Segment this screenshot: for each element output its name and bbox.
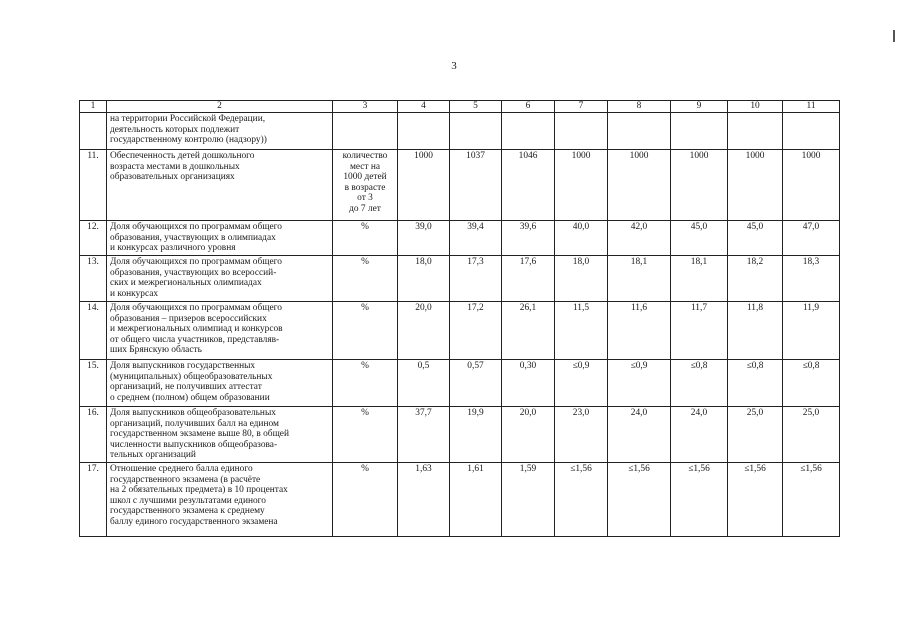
- value-cell: 39,6: [502, 221, 555, 256]
- table-row: [80, 360, 840, 407]
- value-cell: ≤0,9: [555, 360, 608, 407]
- value-cell: 25,0: [728, 407, 783, 463]
- value-cell: [555, 113, 608, 150]
- value-cell: 24,0: [608, 407, 671, 463]
- value-cell: 1000: [728, 150, 783, 221]
- header-col-2: 2: [107, 101, 333, 113]
- indicators-table: [79, 100, 840, 537]
- value-cell: 20,0: [502, 407, 555, 463]
- header-col-3: 3: [333, 101, 398, 113]
- value-cell: 23,0: [555, 407, 608, 463]
- value-cell: 17,2: [450, 302, 502, 360]
- indicator-name-cell: Доля обучающихся по программам общего образования, участвующих в олимпиадах и конкурсах различного уровня: [107, 221, 333, 256]
- scan-edge-mark: [893, 30, 895, 42]
- indicator-name-cell: Доля выпускников государственных (муниципальных) общеобразовательных организаций, не получивших аттестат о среднем (полном) общем образовании: [107, 360, 333, 407]
- value-cell: ≤1,56: [608, 462, 671, 536]
- table-body: [80, 113, 840, 537]
- value-cell: 11,9: [783, 302, 840, 360]
- value-cell: 0,30: [502, 360, 555, 407]
- unit-cell: [333, 113, 398, 150]
- value-cell: 18,0: [398, 256, 450, 302]
- value-cell: 11,7: [671, 302, 728, 360]
- value-cell: 47,0: [783, 221, 840, 256]
- value-cell: 45,0: [728, 221, 783, 256]
- row-number-cell: 17.: [80, 462, 107, 536]
- value-cell: 24,0: [671, 407, 728, 463]
- value-cell: 1000: [783, 150, 840, 221]
- row-number-cell: 15.: [80, 360, 107, 407]
- value-cell: 1,63: [398, 462, 450, 536]
- value-cell: [502, 113, 555, 150]
- value-cell: 1,61: [450, 462, 502, 536]
- value-cell: 11,5: [555, 302, 608, 360]
- value-cell: 1000: [608, 150, 671, 221]
- value-cell: 18,1: [608, 256, 671, 302]
- value-cell: 39,4: [450, 221, 502, 256]
- row-number-cell: 16.: [80, 407, 107, 463]
- value-cell: 18,1: [671, 256, 728, 302]
- value-cell: 1000: [671, 150, 728, 221]
- header-col-1: 1: [80, 101, 107, 113]
- unit-cell: %: [333, 302, 398, 360]
- value-cell: 26,1: [502, 302, 555, 360]
- table-row: [80, 150, 840, 221]
- value-cell: ≤1,56: [728, 462, 783, 536]
- value-cell: 1046: [502, 150, 555, 221]
- table-row: [80, 256, 840, 302]
- value-cell: ≤0,9: [608, 360, 671, 407]
- value-cell: [450, 113, 502, 150]
- value-cell: 11,8: [728, 302, 783, 360]
- table-row: [80, 221, 840, 256]
- header-col-7: 7: [555, 101, 608, 113]
- header-col-9: 9: [671, 101, 728, 113]
- header-col-5: 5: [450, 101, 502, 113]
- value-cell: [728, 113, 783, 150]
- value-cell: 1000: [398, 150, 450, 221]
- value-cell: 19,9: [450, 407, 502, 463]
- value-cell: 17,6: [502, 256, 555, 302]
- indicator-name-cell: Отношение среднего балла единого государственного экзамена (в расчёте на 2 обязательных предмета) в 10 процентах школ с лучшими результатами единого государственного экзамена к среднему баллу единого государственного экзамена: [107, 462, 333, 536]
- value-cell: 11,6: [608, 302, 671, 360]
- table-row: [80, 113, 840, 150]
- value-cell: ≤0,8: [671, 360, 728, 407]
- value-cell: 20,0: [398, 302, 450, 360]
- value-cell: 17,3: [450, 256, 502, 302]
- value-cell: [398, 113, 450, 150]
- value-cell: 0,5: [398, 360, 450, 407]
- table-header-row: [80, 101, 840, 113]
- indicator-name-cell: Доля выпускников общеобразовательных организаций, получивших балл на едином государственном экзамене выше 80, в общей численности выпускников общеобразова- тельных организаций: [107, 407, 333, 463]
- value-cell: ≤0,8: [783, 360, 840, 407]
- value-cell: 40,0: [555, 221, 608, 256]
- value-cell: 1037: [450, 150, 502, 221]
- value-cell: 37,7: [398, 407, 450, 463]
- value-cell: 42,0: [608, 221, 671, 256]
- indicator-name-cell: на территории Российской Федерации, деятельность которых подлежит государственному контролю (надзору)): [107, 113, 333, 150]
- row-number-cell: [80, 113, 107, 150]
- value-cell: ≤0,8: [728, 360, 783, 407]
- indicator-name-cell: Доля обучающихся по программам общего образования, участвующих во всероссий- ских и межрегиональных олимпиадах и конкурсах: [107, 256, 333, 302]
- value-cell: 18,2: [728, 256, 783, 302]
- indicator-name-cell: Доля обучающихся по программам общего образования – призеров всероссийских и межрегиональных олимпиад и конкурсов от общего числа участников, представляв- ших Брянскую область: [107, 302, 333, 360]
- value-cell: 1,59: [502, 462, 555, 536]
- page-number: 3: [451, 60, 457, 72]
- table-row: [80, 407, 840, 463]
- unit-cell: %: [333, 256, 398, 302]
- unit-cell: количество мест на 1000 детей в возрасте от 3 до 7 лет: [333, 150, 398, 221]
- header-col-8: 8: [608, 101, 671, 113]
- value-cell: 25,0: [783, 407, 840, 463]
- value-cell: [671, 113, 728, 150]
- value-cell: 0,57: [450, 360, 502, 407]
- value-cell: ≤1,56: [555, 462, 608, 536]
- value-cell: 18,0: [555, 256, 608, 302]
- row-number-cell: 12.: [80, 221, 107, 256]
- header-col-11: 11: [783, 101, 840, 113]
- unit-cell: %: [333, 360, 398, 407]
- table-row: [80, 462, 840, 536]
- unit-cell: %: [333, 462, 398, 536]
- value-cell: 45,0: [671, 221, 728, 256]
- unit-cell: %: [333, 221, 398, 256]
- row-number-cell: 14.: [80, 302, 107, 360]
- value-cell: [783, 113, 840, 150]
- value-cell: ≤1,56: [783, 462, 840, 536]
- value-cell: ≤1,56: [671, 462, 728, 536]
- header-col-10: 10: [728, 101, 783, 113]
- indicator-name-cell: Обеспеченность детей дошкольного возраста местами в дошкольных образовательных организациях: [107, 150, 333, 221]
- table-row: [80, 302, 840, 360]
- row-number-cell: 13.: [80, 256, 107, 302]
- row-number-cell: 11.: [80, 150, 107, 221]
- value-cell: 18,3: [783, 256, 840, 302]
- unit-cell: %: [333, 407, 398, 463]
- header-col-4: 4: [398, 101, 450, 113]
- value-cell: 1000: [555, 150, 608, 221]
- value-cell: [608, 113, 671, 150]
- value-cell: 39,0: [398, 221, 450, 256]
- header-col-6: 6: [502, 101, 555, 113]
